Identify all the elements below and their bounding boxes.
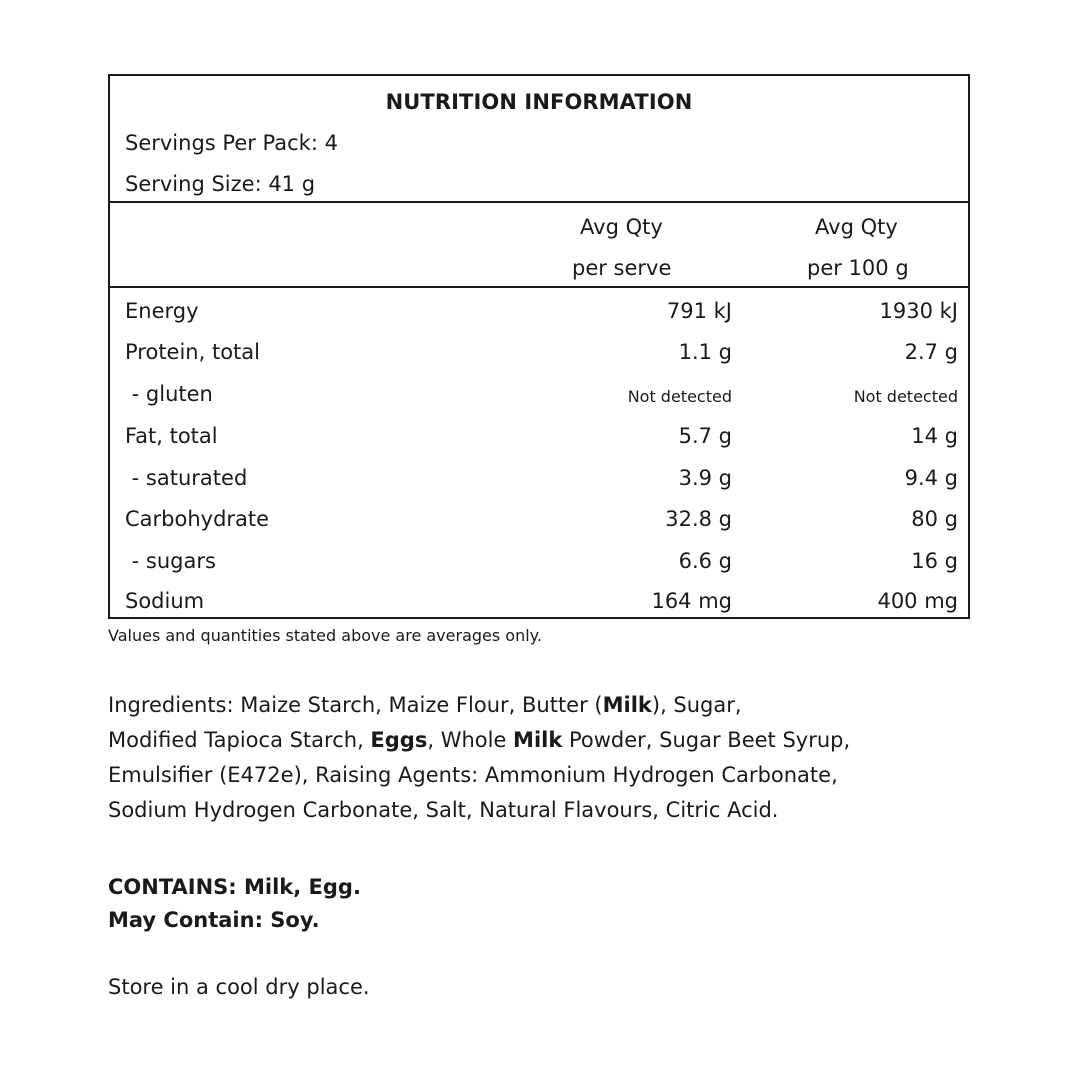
panel-title: NUTRITION INFORMATION: [385, 90, 693, 114]
per-serve-value: 164 mg: [651, 589, 732, 613]
servings-per-pack: Servings Per Pack: 4: [125, 131, 338, 155]
ingredients-text: ), Sugar,: [651, 693, 742, 717]
col-per-serve-line1: Avg Qty: [580, 215, 663, 239]
col-per-100g-line2: per 100 g: [807, 256, 909, 280]
ingredients-text: , Whole: [427, 728, 514, 752]
per-100g-value: 1930 kJ: [879, 299, 958, 323]
nutrient-row-gluten: [110, 382, 968, 423]
ingredients-line: Emulsifier (E472e), Raising Agents: Ammonium Hydrogen Carbonate,: [108, 763, 838, 787]
allergen-eggs: Eggs: [370, 728, 428, 752]
per-100g-value: 9.4 g: [904, 466, 958, 490]
nutrient-row-sodium: [110, 589, 968, 630]
per-serve-value: 32.8 g: [665, 507, 732, 531]
per-serve-value: 5.7 g: [678, 424, 732, 448]
ingredients-line: [108, 688, 968, 723]
nutrient-name: Energy: [125, 299, 199, 323]
nutrient-name: Carbohydrate: [125, 507, 270, 531]
col-per-serve-line2: per serve: [572, 256, 672, 280]
per-serve-value: 1.1 g: [678, 340, 732, 364]
nutrient-name: - saturated: [125, 466, 248, 490]
serving-size: Serving Size: 41 g: [125, 172, 316, 196]
ingredients-statement: [108, 688, 968, 828]
per-serve-value: Not detected: [627, 387, 732, 406]
nutrient-row-saturated: [110, 466, 968, 507]
per-100g-value: 400 mg: [877, 589, 958, 613]
per-100g-value: 14 g: [911, 424, 958, 448]
divider-top: [110, 201, 968, 203]
per-100g-value: 80 g: [911, 507, 958, 531]
col-per-100g-line1: Avg Qty: [815, 215, 898, 239]
per-100g-value: 16 g: [911, 549, 958, 573]
per-100g-value: Not detected: [853, 387, 958, 406]
nutrient-row-fat: [110, 424, 968, 465]
nutrient-name: Fat, total: [125, 424, 218, 448]
storage-instructions: Store in a cool dry place.: [108, 975, 370, 999]
nutrient-row-carbohydrate: [110, 507, 968, 548]
contains-statement: CONTAINS: Milk, Egg.: [108, 875, 361, 899]
per-serve-value: 6.6 g: [678, 549, 732, 573]
nutrient-name: Protein, total: [125, 340, 260, 364]
per-serve-value: 3.9 g: [678, 466, 732, 490]
averages-footnote: Values and quantities stated above are averages only.: [108, 626, 542, 645]
allergen-statement: [108, 871, 361, 937]
ingredients-text: Powder, Sugar Beet Syrup,: [562, 728, 851, 752]
allergen-milk: Milk: [513, 728, 563, 752]
nutrient-name: Sodium: [125, 589, 205, 613]
nutrient-row-protein: [110, 340, 968, 381]
ingredients-text: Ingredients: Maize Starch, Maize Flour, Butter (: [108, 693, 603, 717]
divider-header: [110, 286, 968, 288]
per-serve-value: 791 kJ: [666, 299, 732, 323]
nutrient-row-energy: [110, 299, 968, 340]
ingredients-line: Sodium Hydrogen Carbonate, Salt, Natural Flavours, Citric Acid.: [108, 798, 779, 822]
allergen-milk: Milk: [602, 693, 652, 717]
nutrient-row-sugars: [110, 549, 968, 590]
nutrient-name: - sugars: [125, 549, 216, 573]
may-contain-statement: May Contain: Soy.: [108, 908, 320, 932]
ingredients-line: [108, 723, 968, 758]
per-100g-value: 2.7 g: [904, 340, 958, 364]
ingredients-text: Modified Tapioca Starch,: [108, 728, 371, 752]
nutrition-panel: [108, 74, 970, 619]
nutrient-name: - gluten: [125, 382, 213, 406]
